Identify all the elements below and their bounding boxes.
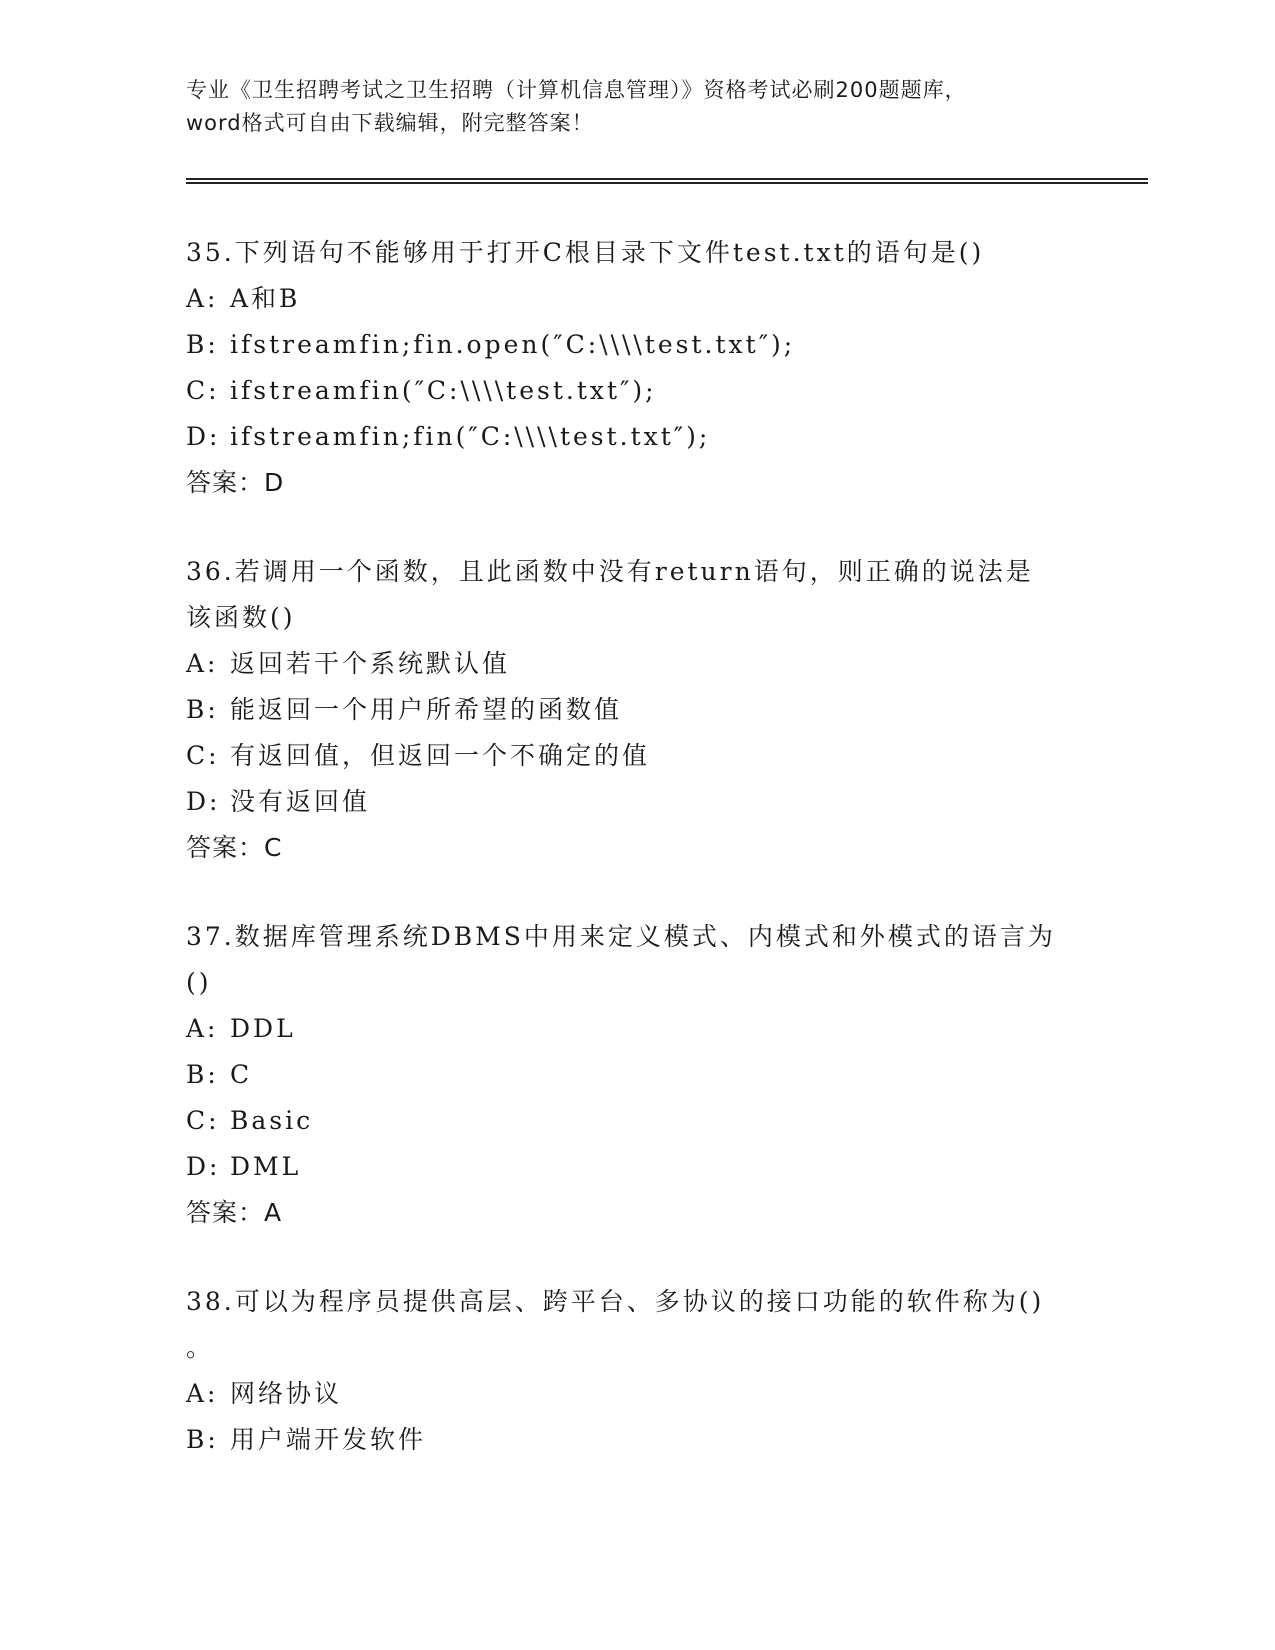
question-stem-continued: 。 [186,1333,215,1362]
option-a [186,641,1086,687]
question-stem: 38.可以为程序员提供高层、跨平台、多协议的接口功能的软件称为() [186,1287,1045,1316]
option-text: Basic [230,1106,314,1135]
document-header [186,74,1086,140]
option-text: 能返回一个用户所希望的函数值 [230,695,623,724]
option-b [186,322,1086,368]
question-stem: 36.若调用一个函数，且此函数中没有return语句，则正确的说法是 [186,557,1034,586]
option-text: C [230,1060,253,1089]
option-text: A和B [230,284,301,313]
option-text: ifstreamfin;fin.open(″C:\\\\test.txt″); [230,330,796,359]
option-d [186,1144,1086,1190]
option-c [186,368,1086,414]
question-38 [186,1279,1086,1463]
question-36 [186,549,1086,871]
option-text: 没有返回值 [230,787,371,816]
answer-label: 答案：D [186,468,285,497]
option-c [186,733,1086,779]
option-key: A: [186,284,219,313]
option-text: ifstreamfin;fin(″C:\\\\test.txt″); [230,422,711,451]
option-text: ifstreamfin(″C:\\\\test.txt″); [230,376,657,405]
question-stem: 35.下列语句不能够用于打开C根目录下文件test.txt的语句是() [186,238,985,267]
option-text: DML [230,1152,302,1181]
option-b [186,1052,1086,1098]
header-line-2: word格式可自由下载编辑，附完整答案！ [186,111,594,135]
option-b [186,687,1086,733]
answer-label: 答案：C [186,833,283,862]
option-key: B: [186,330,219,359]
option-text: 用户端开发软件 [230,1425,427,1454]
option-key: A: [186,1014,219,1043]
option-key: C: [186,376,220,405]
question-stem-continued: () [186,968,212,997]
option-key: B: [186,695,219,724]
option-a [186,276,1086,322]
option-key: C: [186,741,220,770]
question-list [186,230,1086,1506]
question-35 [186,230,1086,506]
option-key: B: [186,1060,219,1089]
question-stem: 37.数据库管理系统DBMS中用来定义模式、内模式和外模式的语言为 [186,922,1056,951]
option-key: D: [186,787,221,816]
answer-label: 答案：A [186,1198,283,1227]
option-key: C: [186,1106,220,1135]
option-key: D: [186,422,221,451]
option-b [186,1417,1086,1463]
option-d [186,414,1086,460]
option-text: 网络协议 [230,1379,343,1408]
option-d [186,779,1086,825]
question-stem-continued: 该函数() [186,603,296,632]
option-a [186,1006,1086,1052]
question-37 [186,914,1086,1236]
header-divider [186,178,1148,184]
option-a [186,1371,1086,1417]
option-text: 返回若干个系统默认值 [230,649,511,678]
header-line-1: 专业《卫生招聘考试之卫生招聘（计算机信息管理）》资格考试必刷200题题库， [186,78,967,102]
option-text: DDL [230,1014,296,1043]
option-text: 有返回值，但返回一个不确定的值 [230,741,651,770]
option-key: A: [186,1379,219,1408]
option-key: B: [186,1425,219,1454]
option-key: A: [186,649,219,678]
option-key: D: [186,1152,221,1181]
option-c [186,1098,1086,1144]
